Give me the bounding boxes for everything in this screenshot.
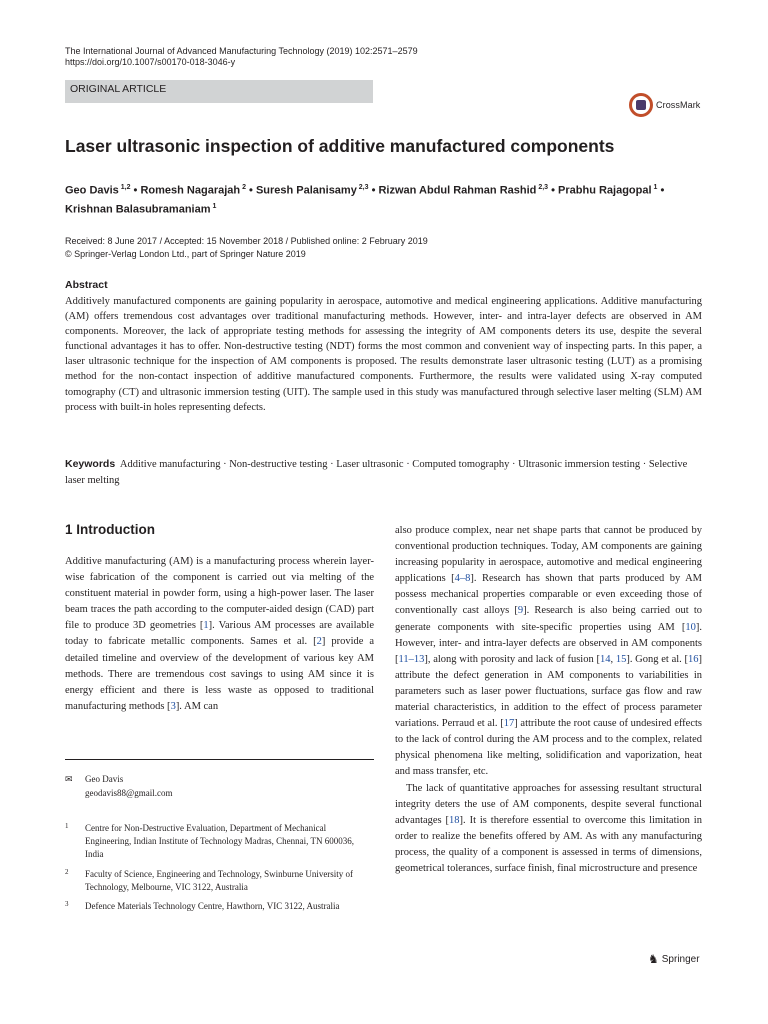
springer-label: Springer [661,953,700,965]
section-heading-introduction: 1 Introduction [65,522,155,537]
author-affiliation-sup: 2,3 [536,184,549,191]
author-name: Geo Davis [65,184,119,197]
author-affiliation-sup: 1,2 [118,184,131,191]
intro-paragraph: Additive manufacturing (AM) is a manufacturing process wherein layer-wise fabrication of the component is carried out via melting of the constituent material in powder form, using a high-power laser. The laser beam traces the path according to the computer-aided design (CAD) part file to produce 3D geometries [1]. Various AM processes are available today to fabricate metallic components. Sames et al. [2] provide a detailed timeline and overview of the development of various key AM methods. There are tremendous cost savings to using AM since it is energy efficient and there is less waste as opposed to traditional manufacturing methods [3]. AM can [65,556,375,712]
article-type-band [65,80,373,103]
author-name: Krishnan Balasubramaniam [65,203,211,216]
author-name: Romesh Nagarajah [140,184,241,197]
citation-link[interactable]: 4–8 [454,573,471,585]
keywords-text: Additive manufacturing · Non-destructive testing · Laser ultrasonic · Computed tomography · Ultrasonic immersion testing · Selective laser melting [65,459,688,486]
citation-link[interactable]: 1 [203,620,209,632]
citation-link[interactable]: 10 [685,621,696,633]
article-type-label: ORIGINAL ARTICLE [70,83,167,95]
citation-link[interactable]: 15 [615,653,627,665]
keywords-block [65,456,702,489]
author-name: Suresh Palanisamy [255,184,357,197]
affiliation-text: Faculty of Science, Engineering and Technology, Swinburne University of Technology, Melbourne, VIC 3122, Australia [85,869,354,892]
affiliation-number: 3 [65,900,69,908]
citation-link[interactable]: 16 [688,653,699,665]
springer-logo [648,952,700,966]
paper-title: Laser ultrasonic inspection of additive manufactured components [65,136,615,156]
abstract-heading: Abstract [65,279,108,291]
citation-link[interactable]: 9 [517,605,524,617]
springer-horse-icon: ♞ [648,952,659,966]
crossmark-icon [629,93,653,117]
correspondence-email[interactable]: geodavis88@gmail.com [85,788,173,798]
author-affiliation-sup: 2 [240,184,246,191]
affiliation-text: Defence Materials Technology Centre, Hawthorn, VIC 3122, Australia [85,901,340,911]
correspondence-block [65,772,173,800]
correspondence-name: Geo Davis [85,774,124,784]
intro-right-column [395,523,702,877]
affiliation-text: Centre for Non-Destructive Evaluation, Department of Mechanical Engineering, Indian Institute of Technology Madras, Chennai, TN 600036, India [85,823,354,859]
doi-link[interactable]: https://doi.org/10.1007/s00170-018-3046-y [65,57,236,67]
affiliation-number: 2 [65,868,69,876]
crossmark-label: CrossMark [656,100,701,110]
journal-citation: The International Journal of Advanced Manufacturing Technology (2019) 102:2571–2579 [65,46,418,56]
author-name: Prabhu Rajagopal [558,184,652,197]
author-name: Rizwan Abdul Rahman Rashid [378,184,537,197]
affiliation-3 [65,900,365,913]
intro-paragraph: The lack of quantitative approaches for assessing resultant structural integrity deters the use of AM components, despite several functional advantages [18]. It is therefore essential to overcome this limitation in order to realize the benefits offered by AM. As with any manufacturing process, the quality of a component is assessed in terms of dimensions, geometrical tolerances, surface finish, final microstructure and presence [395,782,702,874]
author-affiliation-sup: 1 [651,184,658,191]
affiliation-number: 1 [65,822,69,830]
keywords-label: Keywords [65,458,116,470]
citation-link[interactable]: 2 [316,636,322,648]
author-affiliation-sup: 1 [210,202,217,210]
affiliation-1 [65,822,365,861]
footnote-divider [65,759,374,760]
citation-link[interactable]: 3 [170,700,176,712]
intro-left-column [65,554,374,715]
citation-link[interactable]: 17 [503,718,515,730]
publication-dates: Received: 8 June 2017 / Accepted: 15 November 2018 / Published online: 2 February 2019 [65,236,428,246]
intro-paragraph: also produce complex, near net shape parts that cannot be produced by conventional production techniques. Today, AM components are gaining increasing popularity in aerospace, automotive and medical engineering applications [4–8]. Research has shown that parts produced by AM possess mechanical properties comparable or even exceeding those of conventionally cast alloys [9]. Research is also being carried out to generate components with site-specific properties using AM [10]. However, inter- and intra-layer defects are observed in AM components [11–13], along with porosity and lack of fusion [14, 15]. Gong et al. [16] attribute the defect generation in AM components to variabilities in parameters such as laser power fluctuations, surface gas flow and raw material characteristics, in addition to the effect of process parameter variations. Perraud et al. [17] attribute the root cause of undesired effects to the lack of control during the AM process and to the complex, related physical phenomena like melting, solidification and vaporization, heat and mass transfer, etc. [395,525,703,778]
citation-link[interactable]: 11–13 [398,653,425,665]
citation-link[interactable]: 18 [449,814,460,826]
abstract-text: Additively manufactured components are gaining popularity in aerospace, automotive and medical engineering applications. Additive manufacturing (AM) offers tremendous cost advantages over traditional manufacturing methods. However, inter- and intra-layer defects are observed in AM components. Moreover, the lack of appropriate testing methods for assessing the integrity of AM components deters its use, despite the several functional advantages it has to offer. Non-destructive testing (NDT) forms the most common and convenient way of inspecting parts. In this paper, a laser ultrasonic technique for the inspection of AM components is proposed. The results demonstrate laser ultrasonic testing (LUT) as a promising method for the non-contact inspection of additive manufactured components. Furthermore, the results were validated using X-ray computed tomography (CT) and ultrasonic immersion testing (UIT). The sample used in this study was manufactured through selective laser melting (SLM) AM process with built-in holes representing defects. [65,296,702,413]
envelope-icon: ✉ [65,774,73,784]
author-list: Geo Davis $^{1,2}$ • Romesh Nagarajah $^2$ • Suresh Palanisamy $^{2,3}$ • Rizwan Abdul Rahman Rashid $^{2,3}$ • Prabhu Rajagopal $^1$ • Krishnan Balasubramaniam $^1$ [65,184,665,216]
citation-link[interactable]: 14 [599,653,611,665]
author-affiliation-sup: 2,3 [356,184,369,191]
affiliation-2 [65,868,365,894]
crossmark-button[interactable] [629,93,700,117]
copyright-notice: © Springer-Verlag London Ltd., part of Springer Nature 2019 [65,249,306,259]
